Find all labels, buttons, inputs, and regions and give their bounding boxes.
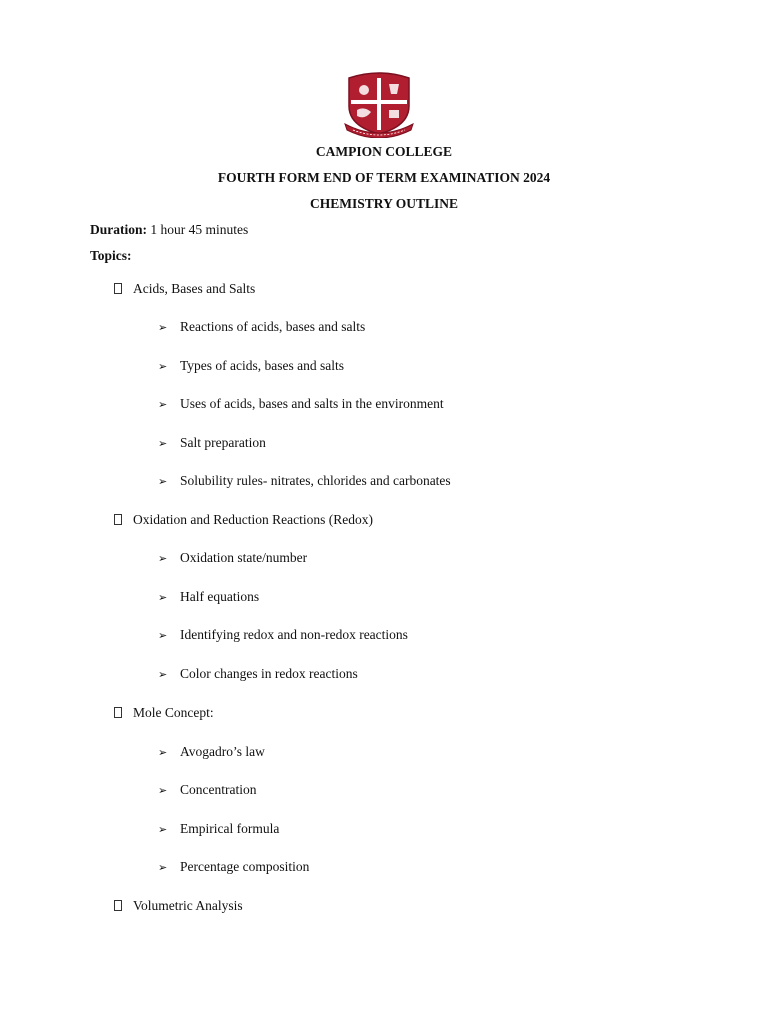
topic-item (114, 281, 255, 297)
subtopic-item (158, 319, 365, 335)
arrow-bullet-icon: ➢ (158, 591, 168, 604)
subtopic-item (158, 627, 408, 643)
duration-line (90, 222, 248, 238)
exam-title: FOURTH FORM END OF TERM EXAMINATION 2024 (217, 170, 551, 185)
subtopic-text: Half equations (180, 589, 260, 604)
square-bullet-icon (114, 283, 122, 294)
square-bullet-icon (114, 900, 122, 911)
subtopic-text: Reactions of acids, bases and salts (180, 319, 366, 334)
topic-item (114, 512, 373, 528)
duration-label: Duration: (90, 222, 147, 237)
arrow-bullet-icon: ➢ (158, 552, 168, 565)
arrow-bullet-icon: ➢ (158, 784, 168, 797)
arrow-bullet-icon: ➢ (158, 668, 168, 681)
topic-title: Volumetric Analysis (133, 898, 243, 913)
subtopic-item (158, 859, 309, 875)
topics-label: Topics: (90, 248, 132, 263)
subtopic-text: Empirical formula (180, 821, 280, 836)
subtopic-item (158, 589, 259, 605)
subtopic-item (158, 435, 266, 451)
topic-title: Oxidation and Reduction Reactions (Redox) (133, 512, 373, 527)
subtopic-text: Types of acids, bases and salts (180, 358, 345, 373)
subtopic-item (158, 550, 307, 566)
arrow-bullet-icon: ➢ (158, 360, 168, 373)
subtopic-item (158, 358, 344, 374)
arrow-bullet-icon: ➢ (158, 861, 168, 874)
subtopic-item (158, 473, 451, 489)
subtopic-text: Solubility rules- nitrates, chlorides and carbonates (180, 473, 451, 488)
topic-title: Acids, Bases and Salts (133, 281, 256, 296)
subtopic-item (158, 821, 279, 837)
subtopic-text: Percentage composition (180, 859, 310, 874)
subtopic-item (158, 744, 265, 760)
subtopic-item (158, 666, 358, 682)
school-name: CAMPION COLLEGE (315, 144, 453, 159)
subtopic-item (158, 782, 256, 798)
subtopic-text: Concentration (180, 782, 257, 797)
subtopic-item (158, 396, 444, 412)
outline-title: CHEMISTRY OUTLINE (310, 196, 458, 211)
subtopic-text: Avogadro’s law (180, 744, 265, 759)
subtopic-text: Oxidation state/number (180, 550, 308, 565)
subtopic-text: Salt preparation (180, 435, 266, 450)
college-crest-logo (339, 70, 419, 138)
subtopic-text: Uses of acids, bases and salts in the environment (180, 396, 444, 411)
square-bullet-icon (114, 514, 122, 525)
arrow-bullet-icon: ➢ (158, 629, 168, 642)
arrow-bullet-icon: ➢ (158, 437, 168, 450)
arrow-bullet-icon: ➢ (158, 398, 168, 411)
arrow-bullet-icon: ➢ (158, 475, 168, 488)
arrow-bullet-icon: ➢ (158, 746, 168, 759)
square-bullet-icon (114, 707, 122, 718)
topic-item (114, 705, 214, 721)
topic-title: Mole Concept: (133, 705, 214, 720)
subtopic-text: Color changes in redox reactions (180, 666, 358, 681)
subtopic-text: Identifying redox and non-redox reactions (180, 627, 408, 642)
arrow-bullet-icon: ➢ (158, 823, 168, 836)
duration-value: 1 hour 45 minutes (147, 222, 249, 237)
arrow-bullet-icon: ➢ (158, 321, 168, 334)
topic-item (114, 898, 243, 914)
